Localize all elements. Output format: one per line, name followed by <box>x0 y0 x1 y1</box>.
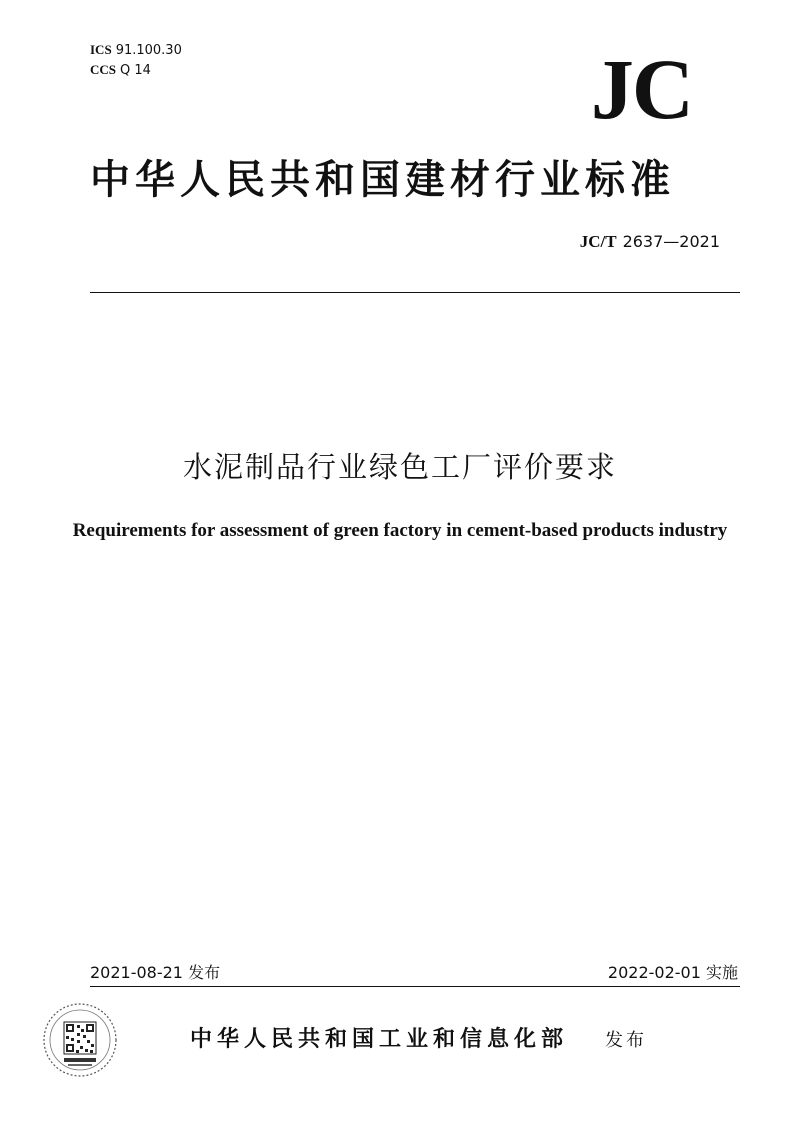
issue-label: 发布 <box>605 1030 647 1051</box>
standard-number <box>580 232 720 252</box>
issuing-authority: 中华人民共和国工业和信息化部 <box>190 1026 569 1052</box>
standard-number-value: 2637—2021 <box>622 232 720 251</box>
standard-category-title: 中华人民共和国建材行业标准 <box>90 156 675 203</box>
ccs-code <box>90 60 182 80</box>
document-title-english: Requirements for assessment of green factory in cement-based products industry <box>72 520 728 541</box>
ics-label: ICS <box>90 42 112 57</box>
implement-date: 2022-02-01 实施 <box>607 963 738 982</box>
jc-logo: JC <box>590 41 692 137</box>
top-divider <box>90 292 740 293</box>
ccs-label: CCS <box>90 62 117 77</box>
document-title-chinese: 水泥制品行业绿色工厂评价要求 <box>182 450 617 484</box>
classification-codes <box>90 40 182 80</box>
publish-date: 2021-08-21 发布 <box>90 963 221 982</box>
bottom-divider <box>90 986 740 987</box>
ccs-value: Q 14 <box>120 63 151 78</box>
ics-code <box>90 40 182 60</box>
standard-number-prefix: JC/T <box>579 232 617 251</box>
ics-value: 91.100.30 <box>115 43 182 58</box>
qr-code-seal-icon <box>40 1000 120 1080</box>
